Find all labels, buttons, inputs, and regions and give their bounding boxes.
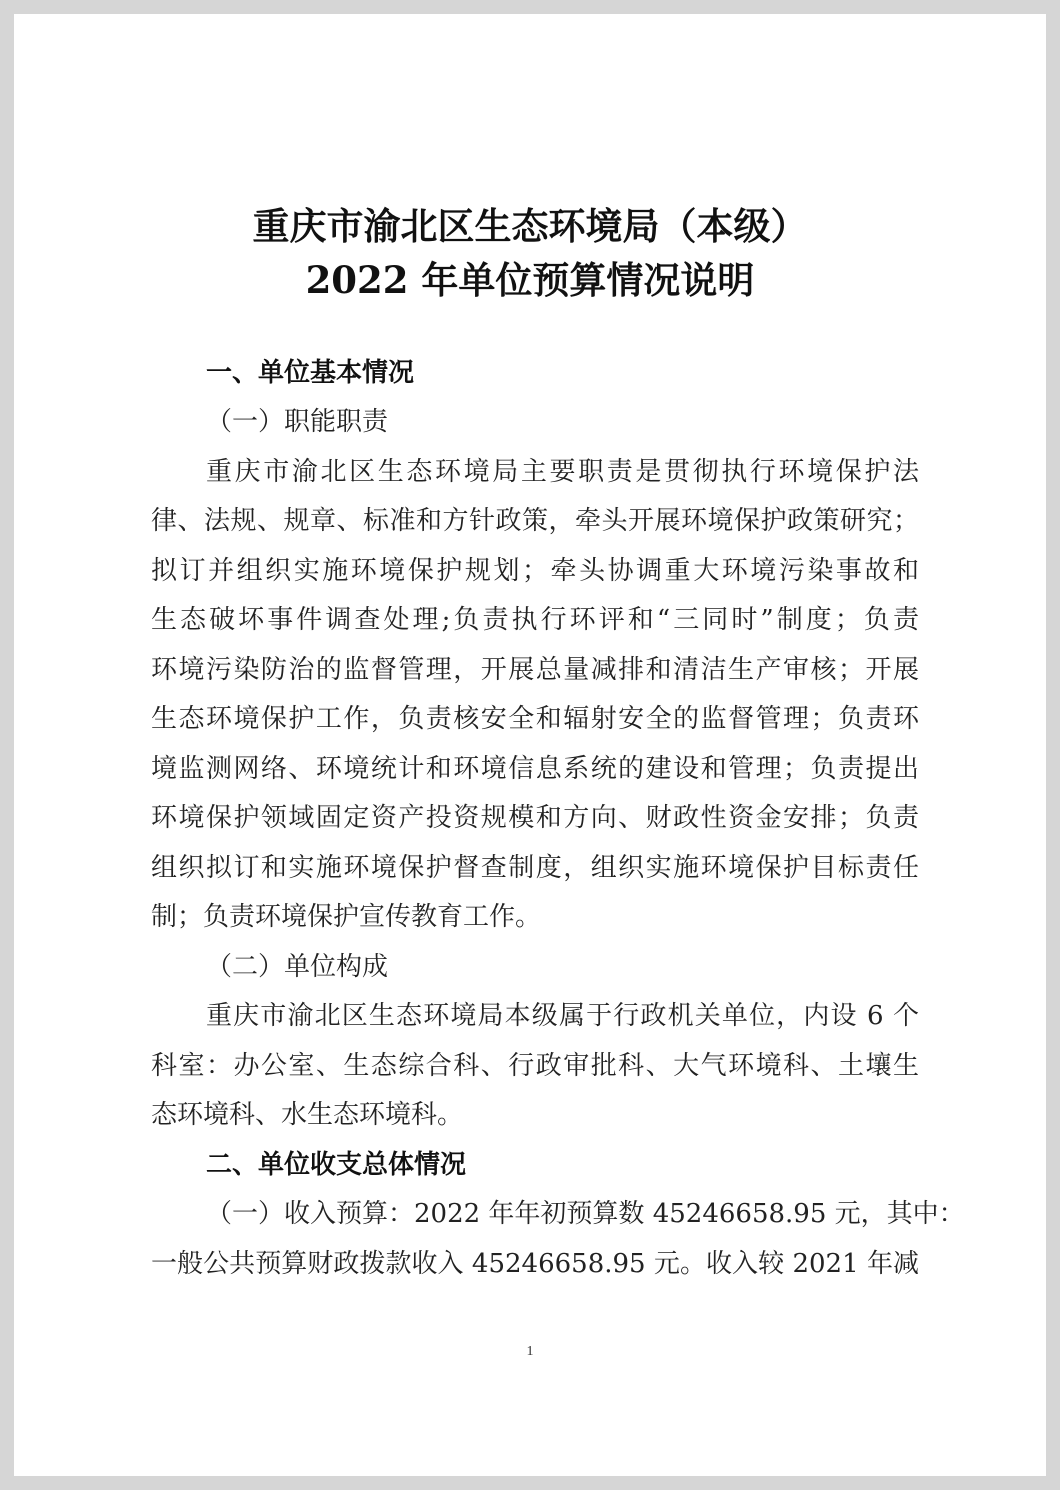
section-heading-basic-info: 一、单位基本情况: [206, 358, 415, 388]
paragraph-line: 拟订并组织实施环境保护规划；牵头协调重大环境污染事故和: [151, 556, 919, 586]
paragraph-line: 重庆市渝北区生态环境局主要职责是贯彻执行环境保护法: [206, 457, 919, 487]
paragraph-line: 重庆市渝北区生态环境局本级属于行政机关单位，内设 6 个: [206, 1001, 919, 1031]
paragraph-line: 制；负责环境保护宣传教育工作。: [151, 902, 542, 932]
subsection-heading-duties: （一）职能职责: [206, 407, 389, 437]
paragraph-line: 组织拟订和实施环境保护督查制度，组织实施环境保护目标责任: [151, 853, 919, 883]
paragraph-line: 一般公共预算财政拨款收入 45246658.95 元。收入较 2021 年减: [151, 1249, 919, 1279]
document-title-line-1: 重庆市渝北区生态环境局（本级）: [252, 204, 808, 248]
paragraph-line: 态环境科、水生态环境科。: [151, 1100, 464, 1130]
paragraph-line: （一）收入预算：2022 年年初预算数 45246658.95 元，其中：: [206, 1199, 965, 1229]
page-number: 1: [526, 1344, 534, 1359]
paragraph-line: 律、法规、规章、标准和方针政策，牵头开展环境保护政策研究；: [151, 506, 919, 536]
paragraph-line: 生态破坏事件调查处理;负责执行环评和“三同时”制度；负责: [151, 605, 919, 635]
subsection-heading-structure: （二）单位构成: [206, 952, 389, 982]
paragraph-line: 科室：办公室、生态综合科、行政审批科、大气环境科、土壤生: [151, 1051, 919, 1081]
document-title-line-2: 2022 年单位预算情况说明: [305, 258, 755, 302]
paragraph-line: 环境保护领域固定资产投资规模和方向、财政性资金安排；负责: [151, 803, 919, 833]
paragraph-line: 生态环境保护工作，负责核安全和辐射安全的监督管理；负责环: [151, 704, 919, 734]
document-page: [14, 14, 1046, 1476]
paragraph-line: 境监测网络、环境统计和环境信息系统的建设和管理；负责提出: [151, 754, 919, 784]
section-heading-revenue-expenditure: 二、单位收支总体情况: [206, 1150, 467, 1180]
paragraph-line: 环境污染防治的监督管理，开展总量减排和清洁生产审核；开展: [151, 655, 919, 685]
